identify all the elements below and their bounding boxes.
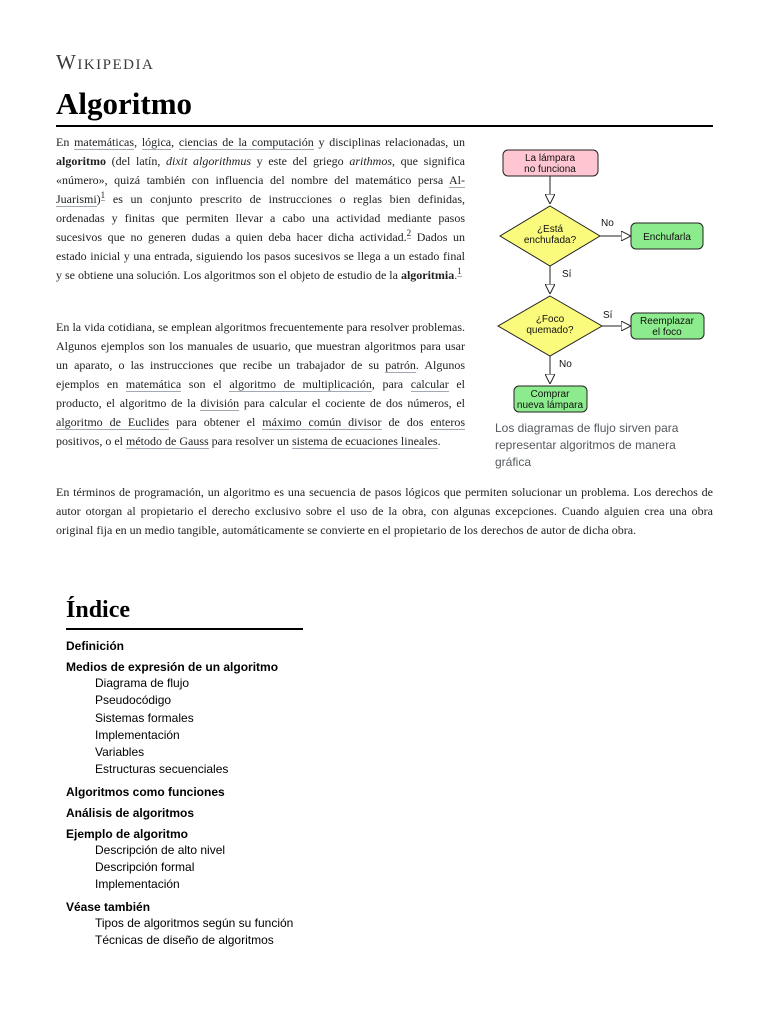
toc-subsection-link[interactable]: Descripción de alto nivel	[95, 842, 226, 857]
toc-subsection-link[interactable]: Implementación	[95, 877, 180, 892]
page-title: Algoritmo	[56, 86, 193, 121]
figure-caption: Los diagramas de flujo sirven para representar algoritmos de manera gráfica	[495, 421, 679, 469]
decision1-no-label: No	[601, 218, 614, 229]
toc-subsection-link[interactable]: Técnicas de diseño de algoritmos	[95, 932, 274, 947]
toc-subsection-link[interactable]: Estructuras secuenciales	[95, 762, 229, 777]
decision2-label-1: ¿Foco	[535, 314, 565, 325]
paragraph-text: , para	[371, 377, 411, 391]
toc-subsection-link[interactable]: Pseudocódigo	[95, 693, 172, 708]
decision2-no-label: No	[559, 359, 572, 370]
paragraph-text: , que significa «número», quizá también con influencia del nombre del matemático persa	[56, 154, 465, 187]
start-label-1: La lámpara	[524, 153, 576, 164]
toc-subsection-link[interactable]: Tipos de algoritmos según su función	[95, 915, 294, 930]
bold-term: algoritmia	[400, 268, 455, 282]
paragraph-text: para calcular el cociente de dos números, el	[239, 396, 466, 410]
paragraph-text: y disciplinas relacionadas, un	[313, 135, 466, 149]
article-link[interactable]: algoritmo de Euclides	[56, 415, 170, 429]
italic-term: dixit algorithmus	[166, 154, 252, 168]
toc-section-link[interactable]: Análisis de algoritmos	[66, 805, 195, 820]
article-link[interactable]: ciencias de la computación	[178, 135, 314, 149]
action2-label-1: Reemplazar	[640, 316, 694, 327]
paragraph-text: para resolver un	[208, 434, 292, 448]
flowchart-diagram	[494, 143, 716, 415]
wikipedia-wordmark[interactable]: Wikipedia	[56, 50, 155, 74]
intro-paragraph	[56, 133, 465, 285]
article-link[interactable]: matemática	[125, 377, 182, 391]
italic-term: arithmos	[349, 154, 393, 168]
bold-term: algoritmo	[56, 154, 106, 168]
paragraph-text: positivos, o el	[56, 434, 127, 448]
paragraph-text: En términos de programación, un algoritmo es una secuencia de pasos lógicos que permiten solucionar un problema. Los derechos de autor otorgan al propietario el derecho exclusivo sobre el uso de la obra, con algunas excepciones. Cuando alguien crea una obra original fija en un medio tangible, automáticamente se convierte en el propietario de los derechos de autor de dicha obra.	[56, 485, 713, 537]
paragraph-text: . Algunos ejemplos en	[56, 358, 465, 391]
reference-link[interactable]: 2	[406, 228, 412, 238]
toc-section-link[interactable]: Medios de expresión de un algoritmo	[66, 660, 279, 674]
paragraph-text: y este del griego	[251, 154, 350, 168]
toc-section-link[interactable]: Ejemplo de algoritmo	[66, 826, 189, 841]
table-of-contents	[66, 633, 386, 949]
decision1-yes-label: Sí	[562, 269, 572, 280]
article-link[interactable]: método de Gauss	[126, 434, 209, 448]
paragraph-text: es un conjunto prescrito de instrucciones o reglas bien definidas, ordenadas y finitas que permiten llevar a cabo una actividad mediante pasos sucesivos que no generen dudas a quien deba hacer dicha actividad.	[56, 192, 465, 244]
action1-label: Enchufarla	[643, 232, 691, 243]
action3-label-2: nueva lámpara	[516, 400, 584, 411]
paragraph-text: son el	[181, 377, 230, 391]
paragraph-text: .	[437, 434, 441, 448]
toc-section-link[interactable]: Definición	[66, 639, 125, 653]
paragraph-text: para obtener el	[169, 415, 263, 429]
article-link[interactable]: lógica	[141, 135, 172, 149]
paragraph-text: En	[56, 135, 75, 149]
toc-section-link[interactable]: Véase también	[66, 899, 151, 914]
paragraph-text: En la vida cotidiana, se emplean algoritmos frecuentemente para resolver problemas. Algunos ejemplos son los manuales de usuario, que muestran algoritmos para usar un aparato, o las instrucciones que recibe un trabajador de su	[56, 320, 465, 372]
paragraph-text: )	[96, 192, 101, 206]
toc-subsection-link[interactable]: Descripción formal	[95, 860, 195, 875]
paragraph-text: el producto, el algoritmo de la	[56, 377, 465, 410]
flowchart-figure[interactable]	[494, 143, 716, 415]
everyday-paragraph	[56, 318, 465, 451]
decision1-label-2: enchufada?	[523, 235, 577, 246]
toc-subsection-link[interactable]: Variables	[95, 745, 145, 760]
article-link[interactable]: algoritmo de multiplicación	[229, 377, 372, 391]
paragraph-text: (del latín,	[106, 154, 166, 168]
decision2-yes-label: Sí	[603, 310, 613, 321]
article-link[interactable]: sistema de ecuaciones lineales	[291, 434, 438, 448]
action2-label-2: el foco	[652, 327, 682, 338]
start-label-2: no funciona	[524, 164, 576, 175]
article-link[interactable]: división	[200, 396, 240, 410]
action3-label-1: Comprar	[530, 389, 570, 400]
programming-paragraph	[56, 483, 713, 540]
decision2-label-2: quemado?	[526, 325, 574, 336]
toc-title: Índice	[66, 597, 131, 623]
paragraph-text: ,	[134, 135, 142, 149]
article-link[interactable]: calcular	[410, 377, 449, 391]
article-link[interactable]: patrón	[385, 358, 416, 372]
toc-subsection-link[interactable]: Implementación	[95, 727, 180, 742]
title-divider	[56, 125, 713, 127]
toc-subsection-link[interactable]: Sistemas formales	[95, 710, 194, 725]
toc-divider	[66, 628, 303, 630]
reference-link[interactable]: 1	[100, 190, 106, 200]
paragraph-text: Dados un estado inicial y una entrada, siguiendo los pasos sucesivos se llega a un estado final y se obtiene una solución. Los algoritmos son el objeto de estudio de la	[56, 230, 465, 282]
article-link[interactable]: matemáticas	[74, 135, 135, 149]
paragraph-text: ,	[171, 135, 179, 149]
decision1-label-1: ¿Está	[536, 224, 564, 235]
article-link[interactable]: enteros	[430, 415, 465, 429]
toc-section-link[interactable]: Algoritmos como funciones	[66, 784, 225, 799]
article-link[interactable]: máximo común divisor	[262, 415, 382, 429]
toc-subsection-link[interactable]: Diagrama de flujo	[95, 676, 190, 690]
reference-link[interactable]: 1	[457, 266, 462, 276]
article-link[interactable]: Al-Juarismi	[56, 173, 465, 206]
paragraph-text: de dos	[381, 415, 431, 429]
paragraph-text: .	[454, 268, 458, 282]
